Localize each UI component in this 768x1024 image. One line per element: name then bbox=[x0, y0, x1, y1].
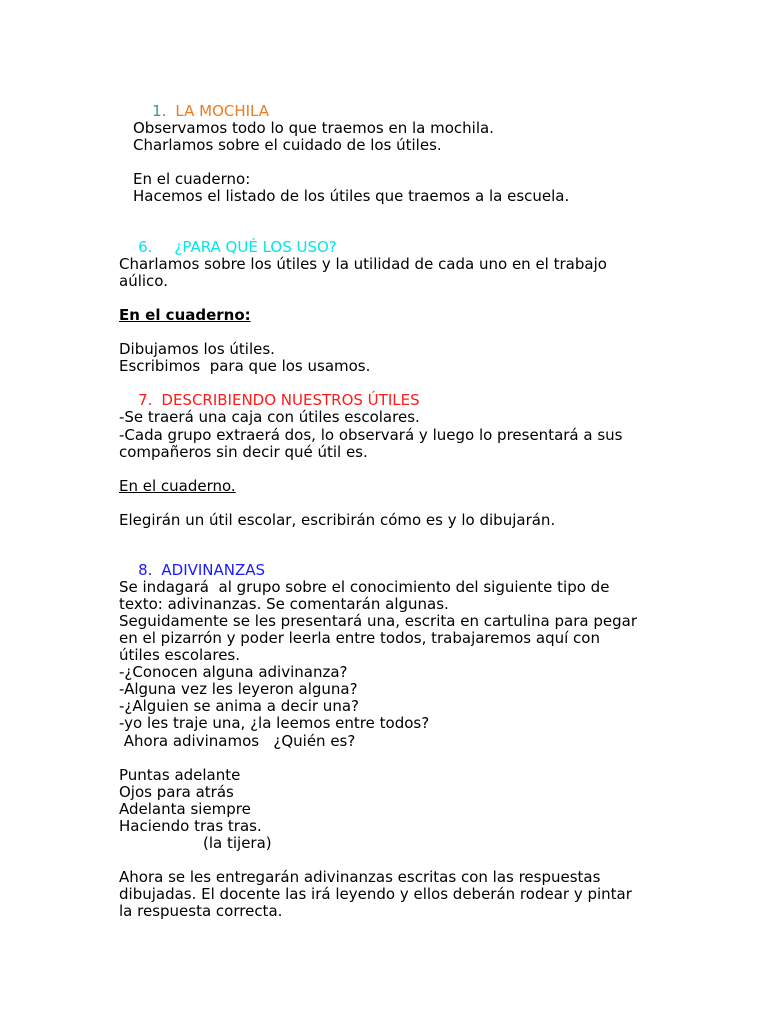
section-6-subheading: En el cuaderno: bbox=[119, 306, 251, 324]
riddle-line: Adelanta siempre bbox=[119, 800, 251, 818]
paragraph-line: texto: adivinanzas. Se comentarán algunas. bbox=[119, 595, 449, 613]
paragraph-line: Observamos todo lo que traemos en la mochila. bbox=[133, 119, 494, 137]
section-6-number: 6. bbox=[138, 238, 153, 256]
riddle-line: Puntas adelante bbox=[119, 766, 241, 784]
paragraph-line: -Se traerá una caja con útiles escolares. bbox=[119, 408, 420, 426]
paragraph-line: -Cada grupo extraerá dos, lo observará y luego lo presentará a sus bbox=[119, 426, 623, 444]
paragraph-line: aúlico. bbox=[119, 272, 168, 290]
riddle-line: Haciendo tras tras. bbox=[119, 817, 262, 835]
section-1-title: LA MOCHILA bbox=[175, 102, 270, 120]
section-7-title: DESCRIBIENDO NUESTROS ÚTILES bbox=[161, 391, 420, 409]
paragraph-line: -¿Alguien se anima a decir una? bbox=[119, 697, 359, 715]
paragraph-line: -¿Conocen alguna adivinanza? bbox=[119, 663, 348, 681]
riddle-answer: (la tijera) bbox=[203, 834, 272, 852]
paragraph-line: Escribimos para que los usamos. bbox=[119, 357, 371, 375]
paragraph-line: -yo les traje una, ¿la leemos entre todos? bbox=[119, 714, 430, 732]
paragraph-line: Hacemos el listado de los útiles que traemos a la escuela. bbox=[133, 187, 570, 205]
paragraph-line: Elegirán un útil escolar, escribirán cómo es y lo dibujarán. bbox=[119, 511, 556, 529]
section-1-number: 1. bbox=[152, 102, 167, 120]
section-6-title: ¿PARA QUÉ LOS USO? bbox=[174, 238, 337, 256]
paragraph-line: Ahora se les entregarán adivinanzas escritas con las respuestas bbox=[119, 868, 601, 886]
paragraph-line: Se indagará al grupo sobre el conocimiento del siguiente tipo de bbox=[119, 578, 610, 596]
paragraph-line: en el pizarrón y poder leerla entre todos, trabajaremos aquí con bbox=[119, 629, 600, 647]
paragraph-line: útiles escolares. bbox=[119, 646, 241, 664]
paragraph-line: compañeros sin decir qué útil es. bbox=[119, 443, 368, 461]
section-7-number: 7. bbox=[138, 391, 153, 409]
section-8-number: 8. bbox=[138, 561, 153, 579]
section-7-subheading: En el cuaderno. bbox=[119, 477, 236, 495]
paragraph-line: dibujadas. El docente las irá leyendo y ellos deberán rodear y pintar bbox=[119, 885, 632, 903]
paragraph-line: Ahora adivinamos ¿Quién es? bbox=[119, 732, 356, 750]
paragraph-line: Seguidamente se les presentará una, escrita en cartulina para pegar bbox=[119, 612, 637, 630]
paragraph-line: Charlamos sobre los útiles y la utilidad de cada uno en el trabajo bbox=[119, 255, 607, 273]
paragraph-line: Dibujamos los útiles. bbox=[119, 340, 275, 358]
paragraph-line: Charlamos sobre el cuidado de los útiles. bbox=[133, 136, 442, 154]
paragraph-line: En el cuaderno: bbox=[133, 170, 251, 188]
paragraph-line: la respuesta correcta. bbox=[119, 902, 283, 920]
paragraph-line: -Alguna vez les leyeron alguna? bbox=[119, 680, 358, 698]
section-8-title: ADIVINANZAS bbox=[161, 561, 266, 579]
riddle-line: Ojos para atrás bbox=[119, 783, 234, 801]
